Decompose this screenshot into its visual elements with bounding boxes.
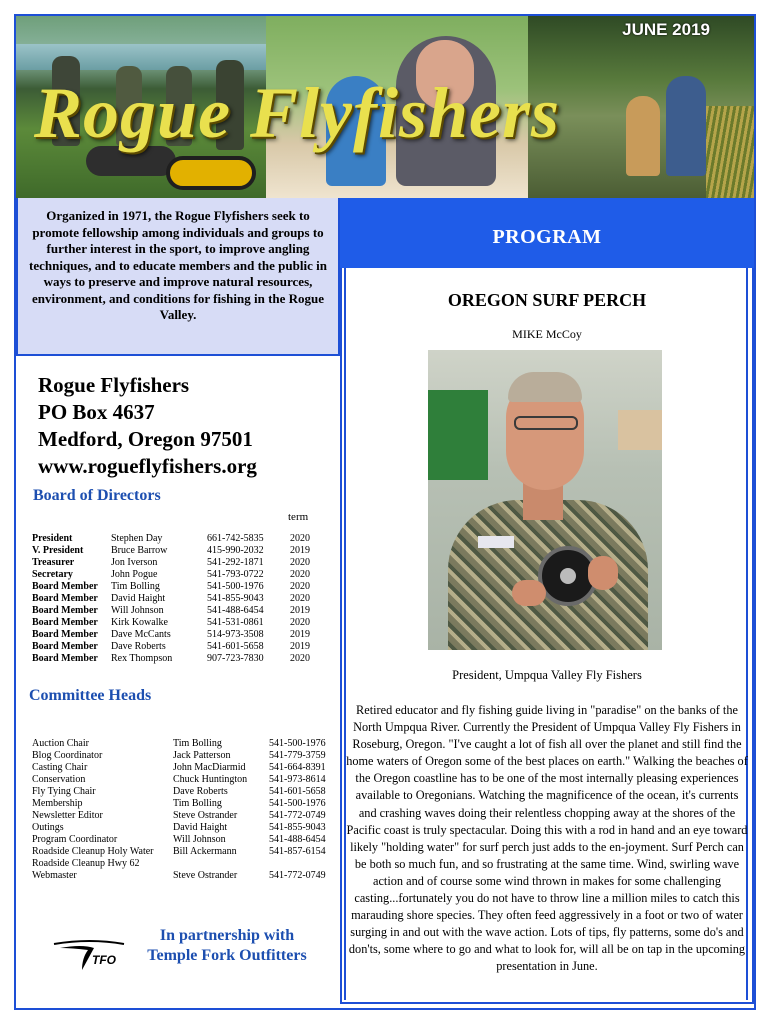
board-row (32, 533, 332, 545)
program-title: OREGON SURF PERCH (447, 290, 647, 310)
committee-name: Tim Bolling (173, 798, 222, 809)
committee-row (32, 762, 332, 774)
committee-table (32, 738, 332, 882)
committee-phone: 541-500-1976 (269, 798, 326, 809)
board-row (32, 653, 332, 665)
board-term: 2020 (290, 617, 310, 628)
board-row (32, 605, 332, 617)
masthead-title: Rogue Flyfishers (34, 73, 561, 153)
committee-row (32, 750, 332, 762)
board-term: 2020 (290, 653, 310, 664)
committee-heading: Committee Heads (29, 687, 152, 704)
board-term: 2020 (290, 569, 310, 580)
program-label: PROGRAM (492, 226, 602, 248)
board-name: Dave McCants (111, 629, 171, 640)
board-phone: 541-500-1976 (207, 581, 264, 592)
hand (512, 580, 546, 606)
issue-date: JUNE 2019 (622, 20, 710, 39)
board-row (32, 569, 332, 581)
committee-name: David Haight (173, 822, 228, 833)
committee-row (32, 774, 332, 786)
board-phone: 541-292-1871 (207, 557, 264, 568)
board-term: 2020 (290, 593, 310, 604)
partnership-partner: Temple Fork Outfitters (147, 947, 307, 964)
committee-name: Tim Bolling (173, 738, 222, 749)
committee-role: Roadside Cleanup Hwy 62 (32, 858, 140, 869)
background-sign (428, 390, 488, 480)
committee-name: Steve Ostrander (173, 870, 238, 881)
board-phone: 541-488-6454 (207, 605, 264, 616)
committee-role: Newsletter Editor (32, 810, 103, 821)
committee-phone: 541-488-6454 (269, 834, 326, 845)
speaker-hair (508, 372, 582, 402)
committee-row (32, 870, 332, 882)
committee-name: Jack Patterson (173, 750, 231, 761)
committee-row (32, 786, 332, 798)
committee-row (32, 798, 332, 810)
committee-role: Fly Tying Chair (32, 786, 96, 797)
club-address (38, 372, 257, 480)
committee-role: Outings (32, 822, 64, 833)
board-row (32, 581, 332, 593)
committee-role: Webmaster (32, 870, 77, 881)
board-role: Board Member (32, 641, 98, 652)
board-name: David Haight (111, 593, 166, 604)
board-role: V. President (32, 545, 84, 556)
committee-row (32, 834, 332, 846)
board-name: Jon Iverson (111, 557, 158, 568)
committee-phone: 541-779-3759 (269, 750, 326, 761)
hand (588, 556, 618, 590)
angler-figure (666, 76, 706, 176)
board-role: President (32, 533, 73, 544)
committee-name: Steve Ostrander (173, 810, 238, 821)
board-term: 2019 (290, 545, 310, 556)
board-name: Will Johnson (111, 605, 164, 616)
committee-row (32, 738, 332, 750)
committee-row (32, 846, 332, 858)
board-name: Dave Roberts (111, 641, 166, 652)
board-phone: 661-742-5835 (207, 533, 264, 544)
board-phone: 541-793-0722 (207, 569, 264, 580)
board-row (32, 629, 332, 641)
committee-phone: 541-772-0749 (269, 870, 326, 881)
yellow-raft (166, 156, 256, 190)
board-name: Kirk Kowalke (111, 617, 168, 628)
committee-name: Will Johnson (173, 834, 226, 845)
background-sign (618, 410, 662, 450)
board-term: 2019 (290, 629, 310, 640)
committee-role: Membership (32, 798, 83, 809)
website-link[interactable]: www.rogueflyfishers.org (38, 454, 257, 478)
board-phone: 541-855-9043 (207, 593, 264, 604)
committee-name: Chuck Huntington (173, 774, 248, 785)
committee-phone: 541-857-6154 (269, 846, 326, 857)
board-term: 2019 (290, 641, 310, 652)
committee-role: Conservation (32, 774, 86, 785)
board-name: Bruce Barrow (111, 545, 168, 556)
committee-row (32, 810, 332, 822)
board-name: Rex Thompson (111, 653, 173, 664)
board-row (32, 557, 332, 569)
glasses (514, 416, 578, 430)
committee-phone: 541-664-8391 (269, 762, 326, 773)
angler-figure (626, 96, 660, 176)
board-role: Board Member (32, 617, 98, 628)
committee-phone: 541-973-8614 (269, 774, 326, 785)
board-phone: 541-601-5658 (207, 641, 264, 652)
board-row (32, 641, 332, 653)
address-city: Medford, Oregon 97501 (38, 427, 253, 451)
committee-row (32, 858, 332, 870)
board-phone: 415-990-2032 (207, 545, 264, 556)
board-name: John Pogue (111, 569, 158, 580)
committee-role: Blog Coordinator (32, 750, 103, 761)
tfo-logo (52, 938, 126, 972)
committee-name: John MacDiarmid (173, 762, 246, 773)
board-row (32, 617, 332, 629)
board-term: 2020 (290, 533, 310, 544)
board-heading: Board of Directors (33, 487, 161, 504)
term-column-label: term (288, 511, 309, 523)
speaker-name: MIKE McCoy (512, 327, 582, 341)
committee-role: Auction Chair (32, 738, 89, 749)
committee-role: Roadside Cleanup Holy Water (32, 846, 154, 857)
address-po-box: PO Box 4637 (38, 400, 155, 424)
committee-phone: 541-772-0749 (269, 810, 326, 821)
board-phone: 541-531-0861 (207, 617, 264, 628)
speaker-caption: President, Umpqua Valley Fly Fishers (452, 668, 642, 682)
partnership-note (134, 926, 320, 966)
board-role: Board Member (32, 629, 98, 640)
board-role: Secretary (32, 569, 73, 580)
board-row (32, 593, 332, 605)
tfo-logo-text: TFO (92, 953, 116, 967)
board-table (32, 533, 332, 665)
committee-phone: 541-500-1976 (269, 738, 326, 749)
board-term: 2020 (290, 557, 310, 568)
board-role: Board Member (32, 653, 98, 664)
committee-role: Program Coordinator (32, 834, 118, 845)
speaker-portrait (428, 350, 662, 650)
board-role: Treasurer (32, 557, 75, 568)
board-name: Tim Bolling (111, 581, 160, 592)
committee-phone: 541-601-5658 (269, 786, 326, 797)
partnership-line1: In partnership with (159, 927, 295, 944)
reel-hub (560, 568, 576, 584)
board-role: Board Member (32, 593, 98, 604)
board-name: Stephen Day (111, 533, 163, 544)
mission-statement: Organized in 1971, the Rogue Flyfishers seek to promote fellowship among individuals and groups to further interest in the sport, to improve angling techniques, and to educate members and the public in ways to preserve and improve natural resources, environment, and conditions for fishing in the Rogue Valley. (16, 198, 340, 356)
committee-row (32, 822, 332, 834)
speaker-bio: Retired educator and fly fishing guide living in "paradise" on the banks of the North Umpqua River. Currently the President of Umpqua Valley Fly Fishers in Roseburg, Oregon. "I've caught a lot of fish all over the planet and still find the home waters of Oregon some of the best places on earth." Walking the beaches of the Oregon coastline has to be one of the most internally pleasing experiences available to Oregonians. Watching the magnificence of the ocean, it's currents and crashing waves doing their relentless chopping away at the shores of the Pacific coast is truly spectacular. Doing this with a rod in hand and an eye toward likely "holding water" for surf perch just adds to the en-joyment. Surf Perch can be both so much fun, and so frustrating at the same time. Wind, swirling wave action and of course some wind thrown in makes for some challenging casting...fortunately you do not have to throw line a million miles to catch this marauding shore species. They often feed aggressively in a foot or two of water surging in and out with the wave action. Lots of tips, fly patterns, some do's and don'ts, some where to go and what to look for, will all be on tap in the upcoming presentation in June. (346, 703, 748, 974)
committee-role: Casting Chair (32, 762, 88, 773)
name-badge (478, 536, 514, 548)
committee-name: Dave Roberts (173, 786, 228, 797)
board-term: 2019 (290, 605, 310, 616)
address-club-name: Rogue Flyfishers (38, 373, 190, 397)
committee-phone: 541-855-9043 (269, 822, 326, 833)
board-role: Board Member (32, 581, 98, 592)
reeds (706, 106, 754, 198)
board-phone: 907-723-7830 (207, 653, 264, 664)
committee-name: Bill Ackermann (173, 846, 237, 857)
board-phone: 514-973-3508 (207, 629, 264, 640)
board-role: Board Member (32, 605, 98, 616)
board-term: 2020 (290, 581, 310, 592)
board-row (32, 545, 332, 557)
